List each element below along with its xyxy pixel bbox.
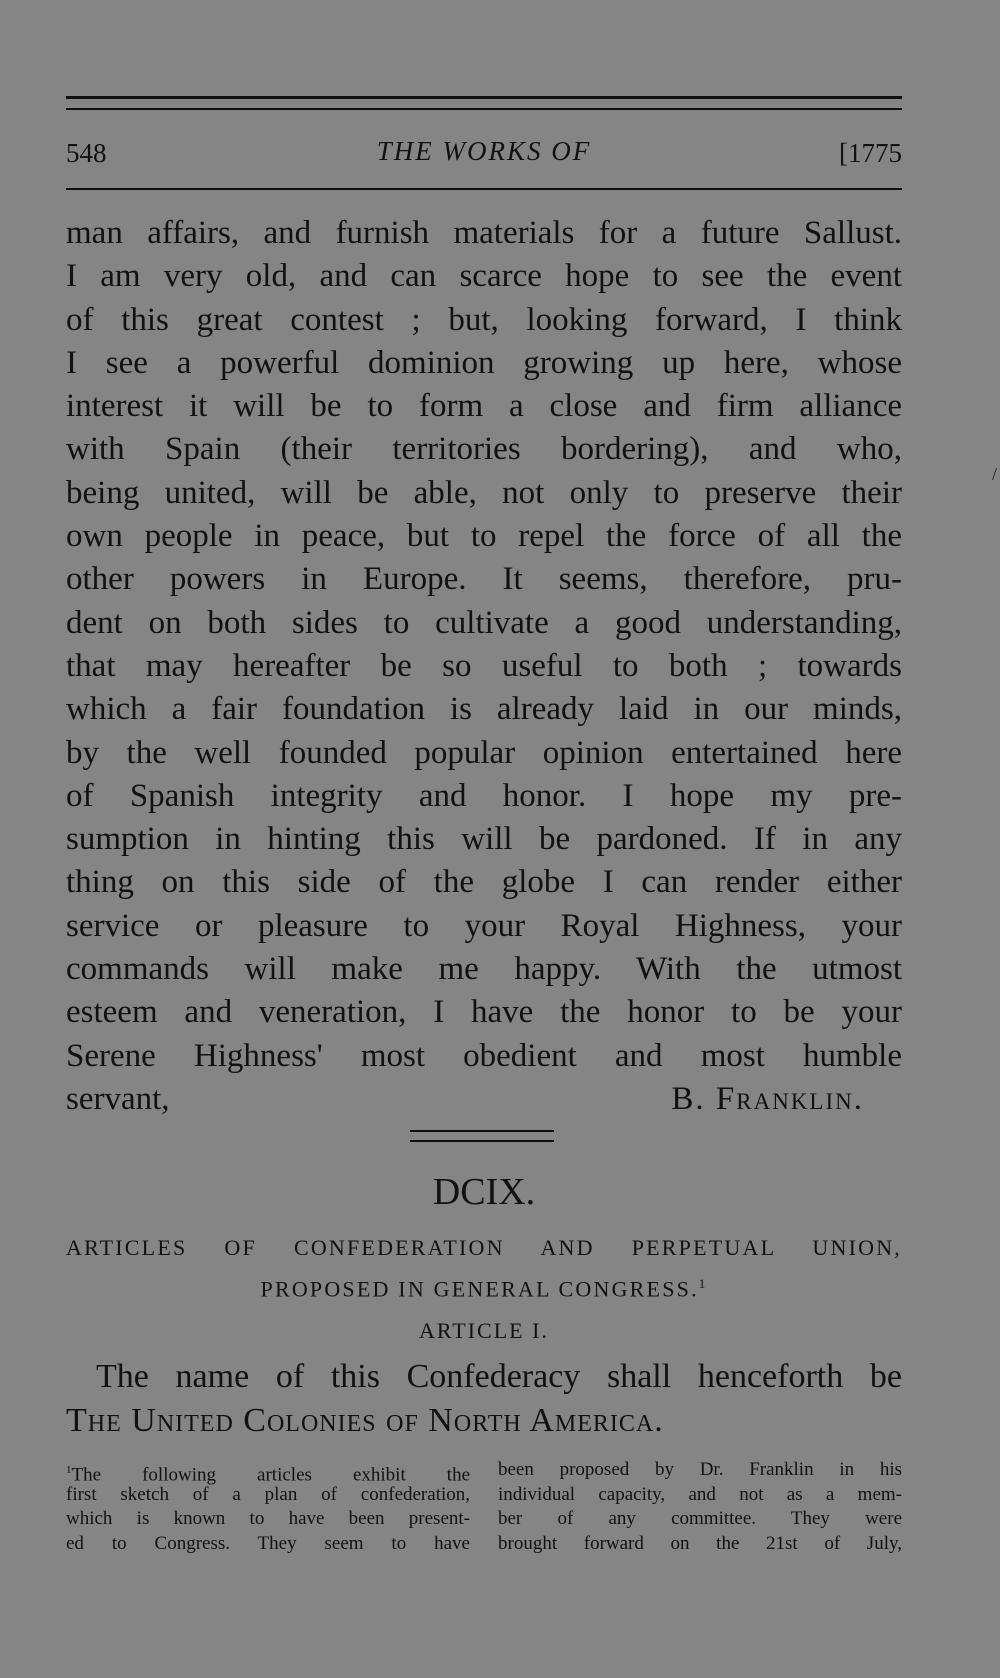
footnote-line: ber of any committee. They were bbox=[498, 1508, 902, 1529]
footnote-line-text: The following articles exhibit the bbox=[71, 1464, 470, 1486]
body-line: of Spanish integrity and honor. I hope my pre- bbox=[66, 777, 902, 814]
body-line: which a fair foundation is already laid in our minds, bbox=[66, 691, 902, 728]
top-rule bbox=[66, 96, 902, 99]
body-line: with Spain (their territories bordering), and who, bbox=[66, 431, 902, 468]
body-line: dent on both sides to cultivate a good understanding, bbox=[66, 604, 902, 641]
footnote-reference[interactable]: 1 bbox=[698, 1276, 708, 1291]
body-line: I see a powerful dominion growing up here, whose bbox=[66, 344, 902, 381]
section-divider bbox=[410, 1130, 554, 1142]
section-heading bbox=[66, 1230, 902, 1307]
footnote-line: been proposed by Dr. Franklin in his bbox=[498, 1459, 902, 1480]
section-heading-line-2 bbox=[66, 1266, 902, 1307]
article-line-2: The United Colonies of North America. bbox=[66, 1402, 664, 1439]
footnote-marker: 1 bbox=[66, 1464, 72, 1476]
signature: B. Franklin. bbox=[671, 1080, 864, 1117]
section-heading-line-2-text: PROPOSED IN GENERAL CONGRESS. bbox=[260, 1276, 699, 1302]
footnote-line: first sketch of a plan of confederation, bbox=[66, 1483, 470, 1505]
top-rule-secondary bbox=[66, 108, 902, 110]
footnote-column-right bbox=[498, 1458, 902, 1556]
body-line: commands will make me happy. With the utmost bbox=[66, 951, 902, 988]
body-line: other powers in Europe. It seems, therefore, pru- bbox=[66, 561, 902, 598]
body-line: service or pleasure to your Royal Highness, your bbox=[66, 907, 902, 944]
body-line: that may hereafter be so useful to both ; towards bbox=[66, 647, 902, 684]
footnote-line: which is known to have been present- bbox=[66, 1508, 470, 1529]
head-rule bbox=[66, 188, 902, 190]
body-line: esteem and veneration, I have the honor to be your bbox=[66, 994, 902, 1031]
page-number: 548 bbox=[66, 138, 107, 168]
body-line: thing on this side of the globe I can render either bbox=[66, 864, 902, 901]
article-line-1: The name of this Confederacy shall henceforth be bbox=[96, 1358, 902, 1395]
article-text bbox=[66, 1355, 902, 1443]
running-head-year: [1775 bbox=[839, 138, 902, 168]
footnote-column-left bbox=[66, 1458, 470, 1556]
body-line: I am very old, and can scarce hope to see the event bbox=[66, 258, 902, 295]
section-number: DCIX. bbox=[432, 1171, 536, 1213]
section-heading-line-1: ARTICLES OF CONFEDERATION AND PERPETUAL UNION, bbox=[66, 1235, 902, 1260]
signoff-line bbox=[66, 1078, 902, 1121]
running-head bbox=[66, 132, 902, 172]
body-line: Serene Highness' most obedient and most humble bbox=[66, 1037, 902, 1074]
footnote-line: individual capacity, and not as a mem- bbox=[498, 1483, 902, 1505]
body-line: own people in peace, but to repel the force of all the bbox=[66, 518, 902, 555]
letter-body bbox=[66, 212, 902, 1121]
closing-servant: servant, bbox=[66, 1080, 170, 1117]
running-head-title: THE WORKS OF bbox=[376, 136, 592, 166]
footnote-line bbox=[66, 1458, 470, 1486]
body-line: being united, will be able, not only to preserve their bbox=[66, 474, 902, 511]
body-line: man affairs, and furnish materials for a future Sallust. bbox=[66, 215, 902, 251]
footnote-line: brought forward on the 21st of July, bbox=[498, 1532, 902, 1554]
body-line: interest it will be to form a close and firm alliance bbox=[66, 388, 902, 425]
margin-mark: / bbox=[992, 464, 998, 484]
article-heading: ARTICLE I. bbox=[419, 1318, 549, 1343]
body-line: of this great contest ; but, looking forward, I think bbox=[66, 301, 902, 338]
body-line: by the well founded popular opinion entertained here bbox=[66, 734, 902, 771]
body-line: sumption in hinting this will be pardoned. If in any bbox=[66, 821, 902, 858]
footnote-line: ed to Congress. They seem to have bbox=[66, 1532, 470, 1554]
